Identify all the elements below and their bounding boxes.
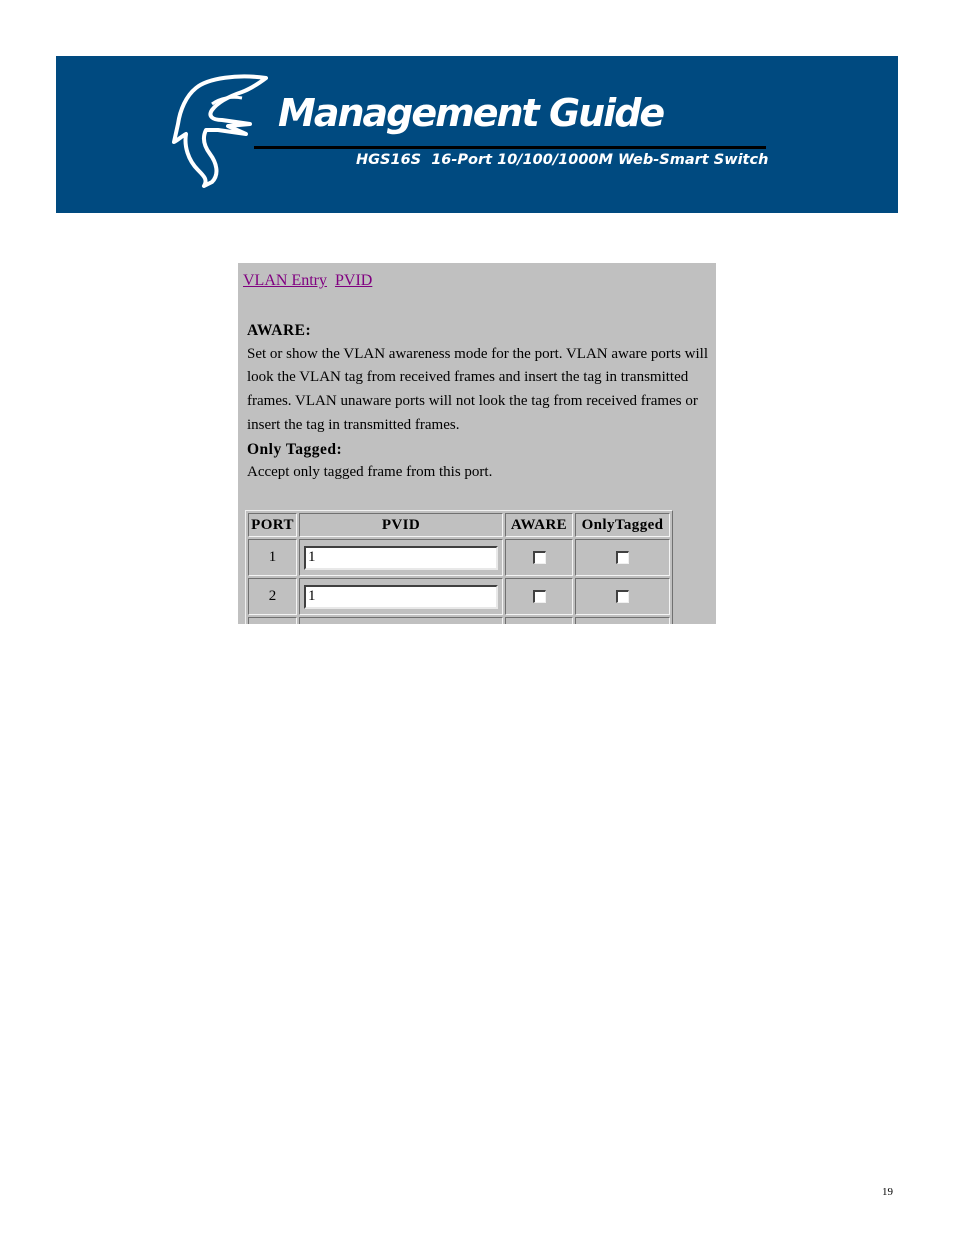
help-term-aware: AWARE: [247,322,312,339]
help-text [247,319,713,485]
banner-subtitle: HGS16S 16-Port 10/100/1000M Web-Smart Switch [356,152,769,168]
aware-checkbox[interactable] [533,551,546,564]
aware-cell [505,539,573,576]
vlan-entry-link[interactable]: VLAN Entry [243,272,327,289]
port-cell: 1 [248,539,297,576]
header-pvid: PVID [299,513,503,537]
table-row [248,578,670,615]
pvid-settings-screenshot [238,263,716,624]
header-only-tagged: OnlyTagged [575,513,670,537]
aware-cell [505,578,573,615]
header-banner [56,56,898,213]
aware-checkbox[interactable] [533,590,546,603]
pvid-input[interactable] [304,546,498,570]
port-cell: 2 [248,578,297,615]
table-header-row [248,513,670,537]
page-number: 19 [882,1186,893,1198]
only-tagged-cell [575,539,670,576]
help-desc-aware: Set or show the VLAN awareness mode for the port. VLAN aware ports will look the VLAN tag from received frames and insert the tag in transmitted frames. VLAN unaware ports will not look the tag from received frames or insert the tag in transmitted frames. [247,345,709,433]
banner-title: Management Guide [278,91,664,135]
table-row [248,539,670,576]
pvid-link[interactable]: PVID [334,272,373,289]
table-row [248,617,670,624]
banner-divider [254,146,766,149]
help-desc-only-tagged: Accept only tagged frame from this port. [247,464,493,481]
header-aware: AWARE [505,513,573,537]
pvid-cell [299,539,503,576]
eagle-head-logo [168,74,268,188]
only-tagged-checkbox[interactable] [616,590,629,603]
nav-links [243,273,380,289]
header-port: PORT [248,513,297,537]
pvid-input[interactable] [304,585,498,609]
only-tagged-cell [575,578,670,615]
help-term-only-tagged: Only Tagged: [247,440,343,458]
only-tagged-checkbox[interactable] [616,551,629,564]
pvid-cell [299,578,503,615]
pvid-table [245,510,673,624]
